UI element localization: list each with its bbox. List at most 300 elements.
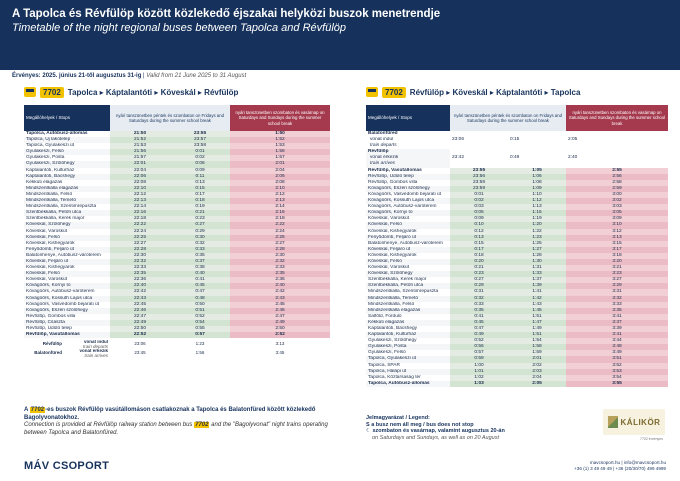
note-en-post: and the "Bagolyvonat" night trains operating between Tapolca and Balatonfüred. bbox=[24, 422, 328, 436]
time-cell: 3:55 bbox=[566, 381, 668, 387]
time-cell: 1:51 bbox=[508, 314, 566, 320]
time-cell: 0:59 bbox=[450, 356, 508, 362]
stop-name: Révfülöp, Császta bbox=[24, 320, 110, 326]
stop-name: Köveskál, Városkút bbox=[26, 277, 68, 283]
stop-name: Gyulakeszi, Posta bbox=[366, 344, 450, 350]
footer bbox=[0, 445, 680, 481]
stop-name: Révfülöp, Gombos villa bbox=[26, 313, 76, 319]
time-cell: 3:54 bbox=[566, 375, 668, 381]
time-cell: 0:35 bbox=[170, 253, 230, 259]
stop-name: Kővágóörs, Kossuth Lajos utca bbox=[24, 296, 110, 302]
stop-name: Kővágóörs, Kossuth Lajos utca bbox=[366, 198, 450, 204]
time-cell: 1:37 bbox=[508, 277, 566, 283]
connection-label-hu: vonat érkezik bbox=[370, 155, 399, 161]
time-cell: 3:31 bbox=[566, 289, 668, 295]
stop-name: Tapolca, Autóbusz-állomás bbox=[26, 131, 88, 136]
time-cell: 3:33 bbox=[566, 302, 668, 308]
time-cell: 22:28 bbox=[110, 247, 170, 253]
connection-label-en: train arrives bbox=[84, 352, 108, 358]
time-cell: 22:10 bbox=[110, 186, 170, 192]
route-name: Révfülöp ▸ Köveskál ▸ Káptalantóti ▸ Tapolca bbox=[409, 87, 581, 97]
time-cell: 2:12 bbox=[230, 192, 330, 198]
stop-name: Tapolca, Gyulakeszi út bbox=[26, 143, 74, 149]
stop-name: Kővágóörs, Vasvédomb bejárati út bbox=[26, 301, 99, 307]
time-cell: 2:24 bbox=[230, 229, 330, 235]
time-cell: 0:38 bbox=[170, 265, 230, 271]
time-cell: 3:05 bbox=[566, 210, 668, 216]
time-cell: 2:40 bbox=[230, 283, 330, 289]
time-cell: 0:49 bbox=[450, 332, 508, 338]
connection-row bbox=[366, 149, 668, 167]
time-cell: 2:40 bbox=[568, 155, 578, 161]
time-cell: 23:55 bbox=[450, 168, 508, 174]
time-cell: 0:56 bbox=[450, 344, 508, 350]
time-cell: 3:18 bbox=[566, 253, 668, 259]
time-cell: 2:18 bbox=[230, 216, 330, 222]
time-cell: 2:03 bbox=[508, 369, 566, 375]
time-cell: 0:32 bbox=[450, 296, 508, 302]
time-cell: 1:20 bbox=[508, 222, 566, 228]
validity-en: Valid from 21 June 2025 to 31 August bbox=[146, 73, 247, 79]
time-cell: 2:14 bbox=[230, 204, 330, 210]
time-cell: 21:57 bbox=[110, 155, 170, 161]
time-cell: 0:23 bbox=[450, 271, 508, 277]
time-cell: 22:32 bbox=[110, 259, 170, 265]
stop-name: Kővágóörs, Eszéri szőlőhegy bbox=[24, 308, 110, 314]
stop-name: Révfülöp, Gombos villa bbox=[368, 179, 418, 185]
time-cell: 1:23 bbox=[195, 341, 205, 347]
stop-name: Gyulakeszi, Szőlőhegy bbox=[368, 338, 417, 344]
stop-name: Tapolca, Autóbusz-állomás bbox=[366, 381, 450, 387]
time-cell: 22:13 bbox=[110, 198, 170, 204]
time-cell: 22:12 bbox=[110, 192, 170, 198]
time-cell: 3:23 bbox=[566, 271, 668, 277]
moon-icon: ☾ bbox=[366, 428, 371, 434]
time-cell: 0:10 bbox=[450, 222, 508, 228]
note-en bbox=[24, 422, 334, 437]
time-cell: 1:02 bbox=[450, 375, 508, 381]
time-cell: 3:12 bbox=[566, 229, 668, 235]
stop-name: Gyulakeszi, Felső bbox=[368, 350, 406, 356]
time-cell: 0:17 bbox=[170, 192, 230, 198]
time-cell: 1:59 bbox=[508, 350, 566, 356]
kalikor-mark-icon bbox=[608, 416, 618, 428]
legend-sym-hu: szombaton és vasárnap, valamint augusztus 20-án bbox=[372, 428, 505, 434]
time-cell: 2:49 bbox=[230, 320, 330, 326]
time-cell: 0:37 bbox=[170, 259, 230, 265]
contact-web: mavcsoport.hu | info@mavcsoport.hu bbox=[589, 460, 666, 465]
connection-place: Balatonfüred bbox=[34, 350, 62, 356]
note-en-pre: Connection is provided at Révfülöp railway station between bus bbox=[24, 422, 193, 428]
time-cell: 3:49 bbox=[566, 350, 668, 356]
time-cell: 0:30 bbox=[170, 235, 230, 241]
connection-label bbox=[64, 340, 110, 349]
time-cell: 1:51 bbox=[508, 332, 566, 338]
time-cell: 1:27 bbox=[508, 247, 566, 253]
time-cell: 1:54 bbox=[508, 338, 566, 344]
time-cell: 3:41 bbox=[566, 332, 668, 338]
time-cell: 22:36 bbox=[110, 277, 170, 283]
stop-name: Köveskál, Kishegyárok bbox=[26, 265, 75, 271]
time-cell: 1:13 bbox=[508, 204, 566, 210]
time-cell: 0:41 bbox=[450, 314, 508, 320]
stop-name: Köveskál, Szőlőhegy bbox=[366, 271, 450, 277]
time-cell: 2:28 bbox=[230, 247, 330, 253]
time-cell: 22:43 bbox=[110, 296, 170, 302]
time-cell: 3:29 bbox=[566, 283, 668, 289]
time-cell: 3:53 bbox=[566, 369, 668, 375]
time-cell: 1:50 bbox=[230, 131, 330, 137]
stop-name: Káptalantóti, Bácshegy bbox=[368, 326, 418, 331]
time-cell: 2:33 bbox=[230, 265, 330, 271]
connection-row bbox=[366, 131, 668, 149]
time-cell: 2:06 bbox=[230, 174, 330, 180]
time-cell: 2:01 bbox=[508, 356, 566, 362]
time-cell: 0:50 bbox=[170, 302, 230, 308]
stop-name: Tapolca, Gyulakeszi út bbox=[366, 356, 450, 362]
time-cell: 1:45 bbox=[508, 308, 566, 314]
time-cell: 2:02 bbox=[508, 363, 566, 369]
time-cell: 1:56 bbox=[230, 149, 330, 155]
connection-label-hu: vonat indul bbox=[84, 340, 108, 345]
time-cell: 0:45 bbox=[170, 283, 230, 289]
stop-name: Mindszentkálla, Szentimrepuszta bbox=[26, 204, 97, 210]
time-cell: 0:29 bbox=[450, 283, 508, 289]
stop-name: Révfülöp, Üdülő telep bbox=[26, 326, 72, 331]
time-cell: 3:13 bbox=[275, 341, 285, 347]
stop-name: Köveskál, Felső bbox=[366, 222, 450, 228]
time-cell: 1:08 bbox=[508, 180, 566, 186]
stop-name: Köveskál, Városkút bbox=[368, 216, 410, 222]
time-cell: 22:27 bbox=[110, 241, 170, 247]
time-cell: 3:51 bbox=[566, 356, 668, 362]
col-b-header: nyári tanszünetben szombaton és vasárnap on Saturdays and Sundays during the summer school break bbox=[566, 105, 668, 131]
small-print: 7702 érvényes bbox=[640, 437, 663, 441]
stop-name: Szentbékkálla, Petőfi utca bbox=[366, 283, 450, 289]
stop-name: Mindszentkálla, Felső bbox=[26, 191, 73, 197]
connection-stop bbox=[366, 131, 450, 149]
route-header-left bbox=[24, 86, 332, 98]
stop-name: Tapolca, Köztársaság tér bbox=[368, 374, 421, 380]
time-cell: 1:22 bbox=[508, 229, 566, 235]
stop-name: Köveskál, Kishegyárok bbox=[368, 252, 417, 258]
stop-name: Mindszentkálla elágazás bbox=[24, 186, 110, 192]
validity-hu: Érvényes: 2025. június 21-től augusztus 31-ig bbox=[12, 73, 142, 79]
time-cell: 1:28 bbox=[508, 253, 566, 259]
time-cell: 2:36 bbox=[230, 277, 330, 283]
stop-name: Mindszentkálla elágazás bbox=[366, 308, 450, 314]
col-a-header: nyári tanszünetben péntek és szombaton on Fridays and Saturdays during the summer school break bbox=[110, 105, 230, 131]
connection-label bbox=[64, 349, 110, 358]
time-cell: 1:33 bbox=[508, 271, 566, 277]
time-cell: 22:25 bbox=[110, 235, 170, 241]
time-cell: 0:18 bbox=[450, 253, 508, 259]
note-hu-pre: A bbox=[24, 407, 29, 413]
time-cell: 2:01 bbox=[230, 161, 330, 167]
time-cell: 3:03 bbox=[566, 204, 668, 210]
time-cell: 0:09 bbox=[450, 216, 508, 222]
time-cell: 23:57 bbox=[170, 137, 230, 143]
time-cell: 1:06 bbox=[508, 174, 566, 180]
connection-label-en: train departs bbox=[370, 143, 397, 149]
time-cell: 23:06 bbox=[134, 341, 146, 347]
time-cell: 0:47 bbox=[450, 326, 508, 332]
time-cell: 21:50 bbox=[110, 131, 170, 137]
time-cell: 0:57 bbox=[450, 350, 508, 356]
col-b-header: nyári tanszünetben szombaton és vasárnap on Saturdays and Sundays during the summer school break bbox=[230, 105, 330, 131]
note-hu-post: -es buszok Révfülöp vasútállomáson csatlakoznak a Tapolca és Balatonfüred között közlekedő Bagolyvonatokhoz. bbox=[24, 407, 316, 421]
timetable-table bbox=[366, 105, 668, 387]
connection-row bbox=[24, 340, 330, 349]
time-cell: 0:11 bbox=[170, 174, 230, 180]
time-cell: 0:02 bbox=[450, 198, 508, 204]
time-cell: 3:44 bbox=[566, 338, 668, 344]
kalikor-name: KÁLIKÖR bbox=[620, 417, 661, 427]
stop-name: Köveskál, Felső bbox=[24, 235, 110, 241]
time-cell: 2:59 bbox=[566, 186, 668, 192]
stop-name: Gyulakeszi, Posta bbox=[26, 155, 65, 161]
stop-name: Salföld, Forduló bbox=[368, 313, 402, 319]
time-cell: 2:25 bbox=[230, 235, 330, 241]
time-cell: 21:53 bbox=[110, 143, 170, 149]
time-cell: 22:40 bbox=[110, 283, 170, 289]
time-cell: 2:22 bbox=[230, 222, 330, 228]
time-cell: 0:18 bbox=[170, 198, 230, 204]
time-cell: 22:46 bbox=[110, 308, 170, 314]
timetable-left bbox=[24, 86, 332, 358]
time-cell: 22:45 bbox=[110, 302, 170, 308]
connection-label bbox=[368, 155, 400, 167]
time-cell: 2:08 bbox=[230, 180, 330, 186]
time-cell: 1:47 bbox=[508, 320, 566, 326]
time-cell: 0:41 bbox=[170, 277, 230, 283]
connection-label-en: train arrives bbox=[370, 161, 396, 167]
note-line-badge: 7702 bbox=[30, 407, 45, 413]
time-cell: 0:47 bbox=[170, 289, 230, 295]
time-cell: 22:50 bbox=[110, 326, 170, 332]
time-cell: 1:23 bbox=[508, 235, 566, 241]
time-cell: 0:35 bbox=[450, 308, 508, 314]
stop-name: Köveskál, Feljáró út bbox=[366, 247, 450, 253]
time-cell: 23:06 bbox=[452, 137, 465, 143]
validity-line: Érvényes: 2025. június 21-től augusztus 31-ig | Valid from 21 June 2025 to 31 August bbox=[0, 70, 680, 82]
time-cell: 1:00 bbox=[450, 363, 508, 369]
header-banner bbox=[0, 0, 680, 70]
time-cell: 1:56 bbox=[195, 350, 205, 356]
title-hu: A Tapolca és Révfülöp között közlekedő éjszakai helyközi buszok menetrendje bbox=[12, 8, 441, 20]
time-cell: 23:59 bbox=[450, 186, 508, 192]
time-cell: 3:35 bbox=[566, 308, 668, 314]
stop-name: Szentbékkálla, Kerék major bbox=[26, 216, 85, 222]
time-cell: 22:04 bbox=[110, 168, 170, 174]
stop-name: Káptalantóti, Kultúrház bbox=[26, 167, 75, 173]
stop-name: Mindszentkálla, Temető bbox=[366, 296, 450, 302]
time-cell: 0:13 bbox=[450, 235, 508, 241]
time-cell: 3:13 bbox=[566, 235, 668, 241]
time-cell: 23:45 bbox=[134, 350, 146, 356]
stop-name: Köveskál, Feljáró út bbox=[24, 259, 110, 265]
time-cell: 0:57 bbox=[170, 332, 230, 338]
time-cell: 2:42 bbox=[230, 289, 330, 295]
stop-name: Köveskál, Városkút bbox=[26, 228, 68, 234]
time-cell: 0:29 bbox=[170, 229, 230, 235]
stop-name: Kővágóörs, Eszéri szőlőhegy bbox=[366, 186, 450, 192]
route-header-right bbox=[366, 86, 668, 98]
stop-name: Szentbékkálla, Kerék major bbox=[368, 277, 427, 283]
time-cell: 0:15 bbox=[170, 186, 230, 192]
time-cell: 2:13 bbox=[230, 198, 330, 204]
time-cell: 0:27 bbox=[450, 277, 508, 283]
stop-name: Tapolca, Új lakótelep bbox=[24, 137, 110, 143]
time-cell: 3:02 bbox=[566, 198, 668, 204]
connection-stop bbox=[366, 149, 450, 167]
col-stops-header: Megállóhelyek / Stops bbox=[24, 105, 110, 131]
table-row bbox=[24, 332, 330, 338]
stop-name: Balatonhenye, Autóbusz-váróterem bbox=[26, 252, 101, 258]
stop-name: Köveskál, Szőlőhegy bbox=[24, 222, 110, 228]
time-cell: 22:49 bbox=[110, 320, 170, 326]
stop-name: Révfülöp, Üdülő telep bbox=[366, 174, 450, 180]
time-cell: 21:56 bbox=[110, 149, 170, 155]
connection-label-hu: vonat indul bbox=[370, 137, 394, 143]
time-cell: 2:27 bbox=[230, 241, 330, 247]
time-cell: 0:51 bbox=[170, 308, 230, 314]
time-cell: 2:05 bbox=[568, 137, 578, 143]
time-cell: 22:18 bbox=[110, 216, 170, 222]
time-cell: 0:05 bbox=[450, 210, 508, 216]
time-cell: 0:52 bbox=[450, 338, 508, 344]
time-cell: 0:15 bbox=[450, 241, 508, 247]
time-cell: 1:49 bbox=[508, 326, 566, 332]
time-cell: 3:45 bbox=[275, 350, 285, 356]
line-badge: 7702 bbox=[40, 87, 64, 98]
stop-name: Kékkúti elágazás bbox=[366, 320, 450, 326]
time-cell: 1:19 bbox=[508, 216, 566, 222]
time-cell: 2:04 bbox=[230, 168, 330, 174]
time-cell: 1:01 bbox=[450, 369, 508, 375]
time-cell: 3:21 bbox=[566, 265, 668, 271]
time-cell: 22:14 bbox=[110, 204, 170, 210]
time-cell: 1:43 bbox=[508, 302, 566, 308]
time-cell: 2:46 bbox=[230, 308, 330, 314]
connection-label bbox=[368, 137, 399, 149]
train-connection-table bbox=[24, 340, 330, 358]
time-cell: 2:52 bbox=[230, 332, 330, 338]
connection-place: Révfülöp bbox=[368, 149, 389, 155]
time-cell: 22:42 bbox=[110, 289, 170, 295]
stop-name: Fenyödomb, Feljáró út bbox=[24, 247, 110, 253]
time-cell: 3:41 bbox=[566, 314, 668, 320]
time-cell: 1:31 bbox=[508, 265, 566, 271]
time-cell: 22:08 bbox=[110, 180, 170, 186]
time-cell: 22:52 bbox=[110, 332, 170, 338]
time-cell: 23:58 bbox=[450, 180, 508, 186]
stop-name: Révfülöp, Vasútállomás bbox=[24, 332, 110, 338]
time-cell: 1:53 bbox=[230, 143, 330, 149]
title-en: Timetable of the night regional buses between Tapolca and Révfülöp bbox=[12, 22, 346, 34]
time-cell: 1:58 bbox=[508, 344, 566, 350]
route-name: Tapolca ▸ Káptalantóti ▸ Köveskál ▸ Révfülöp bbox=[67, 87, 239, 97]
time-cell: 2:58 bbox=[566, 180, 668, 186]
col-stops-header: Megállóhelyek / Stops bbox=[366, 105, 450, 131]
time-cell: 3:48 bbox=[566, 344, 668, 350]
time-cell: 22:22 bbox=[110, 222, 170, 228]
time-cell: 0:20 bbox=[450, 259, 508, 265]
time-cell: 0:03 bbox=[450, 204, 508, 210]
stop-name: Tapolca, Hálápi út bbox=[366, 369, 450, 375]
timetable-table bbox=[24, 105, 330, 338]
time-cell: 2:56 bbox=[566, 174, 668, 180]
mav-logo: MÁV CSOPORT bbox=[24, 460, 110, 472]
connection-row bbox=[24, 349, 330, 358]
time-cell: 2:30 bbox=[230, 253, 330, 259]
legend-title: Jelmagyarázat / Legend: bbox=[366, 415, 430, 421]
stop-name: Mindszentkálla, Temető bbox=[24, 198, 110, 204]
time-cell: 21:52 bbox=[110, 137, 170, 143]
time-cell: 0:45 bbox=[450, 320, 508, 326]
time-cell: 3:32 bbox=[566, 296, 668, 302]
time-cell: 1:05 bbox=[508, 168, 566, 174]
time-cell: 3:37 bbox=[566, 320, 668, 326]
time-cell: 22:06 bbox=[110, 174, 170, 180]
time-cell: 0:48 bbox=[170, 296, 230, 302]
stop-name: Gyulakeszi, Felső bbox=[24, 149, 110, 155]
time-cell: 1:57 bbox=[230, 155, 330, 161]
time-cell: 2:32 bbox=[230, 259, 330, 265]
time-cell: 3:15 bbox=[566, 241, 668, 247]
time-cell: 1:10 bbox=[508, 192, 566, 198]
stop-name: Szentbékkálla, Petőfi utca bbox=[24, 210, 110, 216]
legend-s: S a busz nem áll meg / bus does not stop bbox=[366, 421, 474, 428]
time-cell: 3:39 bbox=[566, 326, 668, 332]
time-cell: 0:32 bbox=[170, 241, 230, 247]
time-cell: 0:21 bbox=[450, 265, 508, 271]
bus-icon bbox=[24, 87, 36, 97]
time-cell: 3:00 bbox=[566, 192, 668, 198]
time-cell: 3:27 bbox=[566, 277, 668, 283]
kalikor-logo bbox=[603, 409, 665, 435]
note-hu bbox=[24, 407, 334, 422]
stop-name: Tapolca, SPAR bbox=[368, 362, 400, 368]
time-cell: 0:17 bbox=[450, 247, 508, 253]
connection-place: Révfülöp bbox=[42, 341, 62, 347]
legend-s-text: a busz nem áll meg / bus does not stop bbox=[371, 421, 474, 428]
stop-name: Köveskál, Felső bbox=[366, 259, 450, 265]
connection-place: Balatonfüred bbox=[368, 131, 398, 136]
time-cell: 2:55 bbox=[566, 168, 668, 174]
time-cell: 0:15 bbox=[510, 137, 520, 143]
time-cell: 0:01 bbox=[450, 192, 508, 198]
stop-name: Balatonhenye, Autóbusz-váróterem bbox=[368, 240, 443, 246]
time-cell: 2:45 bbox=[230, 302, 330, 308]
time-cell: 1:30 bbox=[508, 259, 566, 265]
stop-name: Kővágóörs, Kornyi tó bbox=[24, 283, 110, 289]
stop-name: Mindszentkálla, Felső bbox=[368, 301, 415, 307]
connection-label-hu: vonat érkezik bbox=[79, 349, 108, 354]
time-cell: 1:03 bbox=[450, 381, 508, 387]
stop-name: Révfülöp, Vasútállomás bbox=[368, 167, 422, 173]
time-cell: 0:33 bbox=[450, 302, 508, 308]
time-cell: 23:42 bbox=[452, 155, 465, 161]
time-cell: 1:15 bbox=[508, 210, 566, 216]
time-cell: 2:04 bbox=[508, 375, 566, 381]
time-cell: 23:58 bbox=[170, 143, 230, 149]
time-cell: 22:33 bbox=[110, 265, 170, 271]
stop-name: Kővágóörs, Vasvédomb bejárati út bbox=[368, 191, 441, 197]
connection-label-en: train departs bbox=[82, 343, 108, 349]
stop-name: Köveskál, Kishegyárok bbox=[26, 240, 75, 246]
time-cell: 0:54 bbox=[170, 320, 230, 326]
